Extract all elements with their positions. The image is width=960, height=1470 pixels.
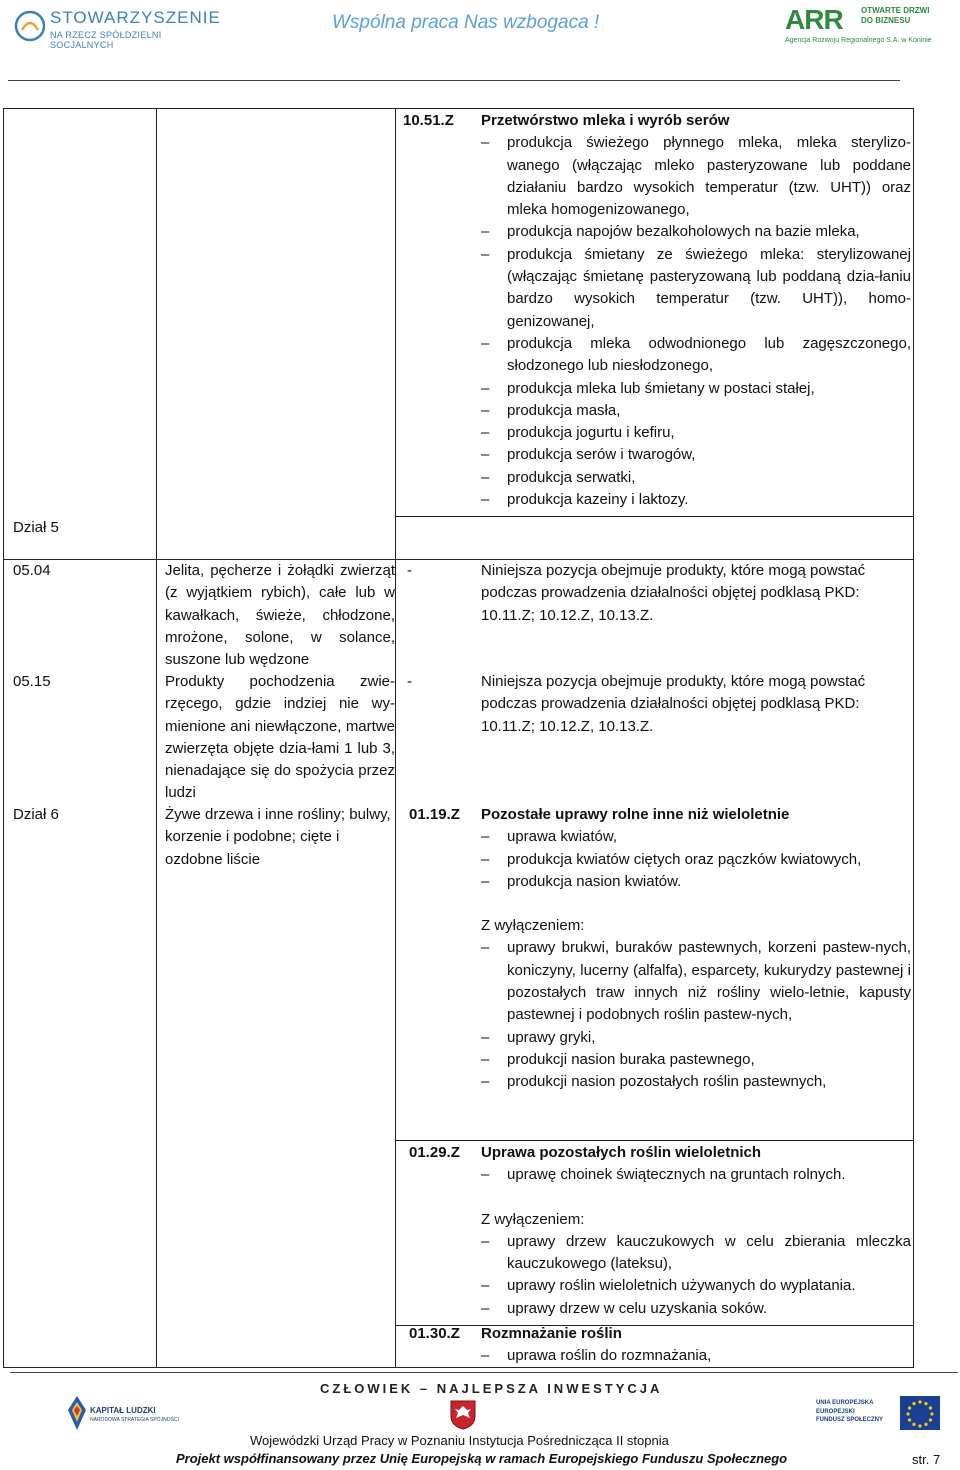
- header-rule: [8, 80, 900, 81]
- dash-bullet-icon: –: [481, 1166, 490, 1184]
- code-0504: 05.04: [13, 562, 51, 579]
- list-item-text: produkcji nasion pozostałych roślin pastewnych,: [507, 1073, 827, 1091]
- pkd-0129-items: [481, 1164, 911, 1186]
- table-border-right: [913, 108, 914, 1368]
- pkd-code-10512: 10.51.Z: [403, 112, 454, 129]
- list-item-text: produkcja kazeiny i laktozy.: [507, 491, 689, 509]
- list-item: [481, 1049, 911, 1071]
- list-item-text: produkcja jogurtu i kefiru,: [507, 424, 675, 442]
- dash-0504: -: [407, 562, 412, 579]
- footer-project: Projekt współfinansowany przez Unię Europejską w ramach Europejskiego Funduszu Społecznego: [176, 1451, 788, 1466]
- arr-logo: [785, 4, 955, 46]
- arr-badge: OTWARTE DRZWI DO BIZNESU: [861, 6, 930, 25]
- list-item: [481, 1027, 911, 1049]
- dash-bullet-icon: –: [481, 1232, 490, 1250]
- pkd-10512-title: Przetwórstwo mleka i wyrób serów: [481, 112, 730, 129]
- desc-dzial6: Żywe drzewa i inne rośliny; bulwy, korzenie i podobne; cięte i ozdobne liście: [165, 806, 391, 868]
- dash-bullet-icon: –: [481, 1277, 490, 1295]
- pkd-0119-title: Pozostałe uprawy rolne inne niż wieloletnie: [481, 806, 790, 823]
- list-item: [481, 400, 911, 422]
- code-0515: 05.15: [13, 673, 51, 690]
- stowarzyszenie-logo: [14, 8, 221, 50]
- dash-bullet-icon: –: [481, 223, 490, 241]
- page-number: str. 7: [912, 1452, 941, 1467]
- dash-bullet-icon: –: [481, 939, 490, 957]
- table-border-col1: [156, 108, 157, 1368]
- dzial6-label: Dział 6: [13, 806, 59, 823]
- dash-bullet-icon: –: [481, 828, 490, 846]
- pkd-0119-exclusions: [481, 937, 911, 1093]
- ue-efs-logo: [816, 1396, 941, 1430]
- list-item-text: uprawę choinek świątecznych na gruntach rolnych.: [507, 1166, 846, 1184]
- list-item-text: uprawy brukwi, buraków pastewnych, korzeni pastew-nych, koniczyny, lucerny (alfalfa), esparcety, kukurydzy pastewnej i pozostałych traw innych niż rośliny wielo-letnie, kapusty pastewnej i podobnych roślin pastew-nych,: [507, 939, 911, 1024]
- footer-rule: [10, 1372, 958, 1373]
- pkd-0119-exclusion-label: Z wyłączeniem:: [481, 917, 585, 935]
- efs-text-2: FUNDUSZ SPOŁECZNY: [816, 1417, 884, 1423]
- desc-0515: Produkty pochodzenia zwie-rzęcego, gdzie indziej nie wy-mienione ani niewłączone, martwe zwierzęta objęte dzia-łami 1 lub 3, nienadające się do spożycia przez ludzi: [165, 673, 395, 802]
- list-item-text: produkcja kwiatów ciętych oraz pączków kwiatowych,: [507, 850, 862, 868]
- pkd-code-0129: 01.29.Z: [409, 1144, 460, 1161]
- list-item-text: uprawy drzew w celu uzyskania soków.: [507, 1299, 768, 1317]
- footer-institution: Wojewódzki Urząd Pracy w Poznaniu Instytucja Pośrednicząca II stopnia: [250, 1433, 669, 1448]
- list-item: [481, 871, 911, 893]
- pkd-0129-title: Uprawa pozostałych roślin wieloletnich: [481, 1144, 762, 1161]
- classification-table: [3, 108, 914, 1368]
- note-0515: Niniejsza pozycja obejmuje produkty, które mogą powstać podczas prowadzenia działalności objętej podklasą PKD: 10.11.Z; 10.12.Z, 10.13.Z.: [481, 673, 866, 735]
- dash-0515: -: [407, 673, 412, 690]
- arr-logo-text: ARR: [785, 4, 843, 35]
- dash-bullet-icon: –: [481, 379, 490, 397]
- pkd-0129-exclusions: [481, 1231, 911, 1320]
- list-item-text: produkcja masła,: [507, 401, 621, 419]
- list-item-text: produkcja nasion kwiatów.: [507, 872, 682, 890]
- eu-flag-icon: [900, 1396, 940, 1430]
- ue-text: UNIA EUROPEJSKA: [816, 1400, 874, 1406]
- list-item-text: uprawy drzew kauczukowych w celu zbierania mleczka kauczukowego (lateksu),: [507, 1232, 911, 1273]
- list-item: [481, 467, 911, 489]
- dash-bullet-icon: –: [481, 1299, 490, 1317]
- list-item: [481, 849, 911, 871]
- footer-slogan: CZŁOWIEK – NAJLEPSZA INWESTYCJA: [320, 1381, 663, 1396]
- stowarzyszenie-emblem-icon: [14, 10, 46, 42]
- table-inner-divider-10512: [395, 516, 914, 517]
- kapital-ludzki-text: KAPITAŁ LUDZKI: [90, 1406, 156, 1415]
- list-item: [481, 1298, 911, 1320]
- pkd-0129-block: [481, 1142, 911, 1320]
- list-item: [481, 244, 911, 333]
- pkd-10512-items: [481, 132, 911, 511]
- list-item: [481, 1275, 911, 1297]
- list-item-text: produkcja mleka lub śmietany w postaci stałej,: [507, 379, 815, 397]
- list-item: [481, 444, 911, 466]
- org-name-line2: NA RZECZ SPÓŁDZIELNI SOCJALNYCH: [50, 30, 162, 50]
- pkd-10512-block: [481, 110, 911, 511]
- dash-bullet-icon: –: [481, 1347, 490, 1365]
- desc-0504: Jelita, pęcherze i żołądki zwierząt (z wyjątkiem rybich), całe lub w kawałkach, świeże, chłodzone, mrożone, solone, w solance, suszone lub wędzone: [165, 562, 395, 669]
- list-item-text: produkcja serwatki,: [507, 468, 636, 486]
- pkd-0119-block: [481, 804, 911, 1094]
- dash-bullet-icon: –: [481, 491, 490, 509]
- dash-bullet-icon: –: [481, 424, 490, 442]
- list-item: [481, 1231, 911, 1276]
- pkd-0130-title: Rozmnażanie roślin: [481, 1325, 622, 1342]
- list-item: [481, 422, 911, 444]
- table-border-left: [3, 108, 4, 1368]
- pkd-0119-items: [481, 826, 911, 893]
- list-item-text: produkcja serów i twarogów,: [507, 446, 696, 464]
- list-item-text: produkcja mleka odwodnionego lub zagęszczonego, słodzonego lub niesłodzonego,: [507, 334, 911, 375]
- list-item-text: produkcja śmietany ze świeżego mleka: sterylizowanej (włączając śmietanę pasteryzowaną lub poddaną dzia-łaniu bardzo wysokich temperatur (tzw. UHT)), homo-genizowanej,: [507, 245, 911, 330]
- list-item-text: uprawa kwiatów,: [507, 828, 618, 846]
- list-item: [481, 221, 911, 243]
- dash-bullet-icon: –: [481, 134, 490, 152]
- list-item-text: uprawa roślin do rozmnażania,: [507, 1347, 712, 1365]
- dash-bullet-icon: –: [481, 872, 490, 890]
- kapital-ludzki-logo: [68, 1396, 179, 1430]
- pkd-0129-exclusion-label: Z wyłączeniem:: [481, 1210, 585, 1228]
- dash-bullet-icon: –: [481, 1073, 490, 1091]
- list-item: [481, 1164, 911, 1186]
- efs-text-1: EUROPEJSKI: [816, 1409, 855, 1415]
- list-item: [481, 1345, 911, 1367]
- list-item-text: uprawy gryki,: [507, 1028, 596, 1046]
- wielkopolska-crest-icon: [450, 1400, 476, 1430]
- org-name-line1: STOWARZYSZENIE: [50, 8, 221, 27]
- list-item: [481, 378, 911, 400]
- dzial5-label: Dział 5: [13, 519, 59, 536]
- dash-bullet-icon: –: [481, 401, 490, 419]
- list-item-text: produkcja świeżego płynnego mleka, mleka sterylizo-wanego (włączając mleko pasteryzowane lub poddane działaniu bardzo wysokich temperatur (tzw. UHT)) oraz mleka homogenizowanego,: [507, 134, 911, 219]
- arr-agency-name: Agencja Rozwoju Regionalnego S.A. w Koninie: [785, 37, 932, 44]
- dash-bullet-icon: –: [481, 245, 490, 263]
- dash-bullet-icon: –: [481, 446, 490, 464]
- dash-bullet-icon: –: [481, 850, 490, 868]
- table-inner-divider-0129: [395, 1140, 914, 1141]
- pkd-0130-block: [481, 1323, 911, 1368]
- list-item: [481, 489, 911, 511]
- list-item-text: uprawy roślin wieloletnich używanych do wyplatania.: [507, 1277, 856, 1295]
- dash-bullet-icon: –: [481, 1028, 490, 1046]
- list-item: [481, 132, 911, 221]
- list-item: [481, 937, 911, 1026]
- table-border-top: [3, 108, 914, 109]
- kapital-ludzki-subtext: NARODOWA STRATEGIA SPÓJNOŚCI: [90, 1417, 179, 1423]
- pkd-0130-items: [481, 1345, 911, 1367]
- dash-bullet-icon: –: [481, 1050, 490, 1068]
- dash-bullet-icon: –: [481, 334, 490, 352]
- header-slogan: Wspólna praca Nas wzbogaca !: [332, 12, 600, 33]
- pkd-code-0130: 01.30.Z: [409, 1325, 460, 1342]
- dash-bullet-icon: –: [481, 468, 490, 486]
- list-item-text: produkcji nasion buraka pastewnego,: [507, 1050, 755, 1068]
- kapital-ludzki-flag-icon: [68, 1396, 86, 1430]
- list-item: [481, 1071, 911, 1093]
- table-border-col2: [395, 108, 396, 1368]
- note-0504: Niniejsza pozycja obejmuje produkty, które mogą powstać podczas prowadzenia działalności objętej podklasą PKD: 10.11.Z; 10.12.Z, 10.13.Z.: [481, 562, 866, 624]
- list-item-text: produkcja napojów bezalkoholowych na bazie mleka,: [507, 223, 860, 241]
- list-item: [481, 826, 911, 848]
- pkd-code-0119: 01.19.Z: [409, 806, 460, 823]
- list-item: [481, 333, 911, 378]
